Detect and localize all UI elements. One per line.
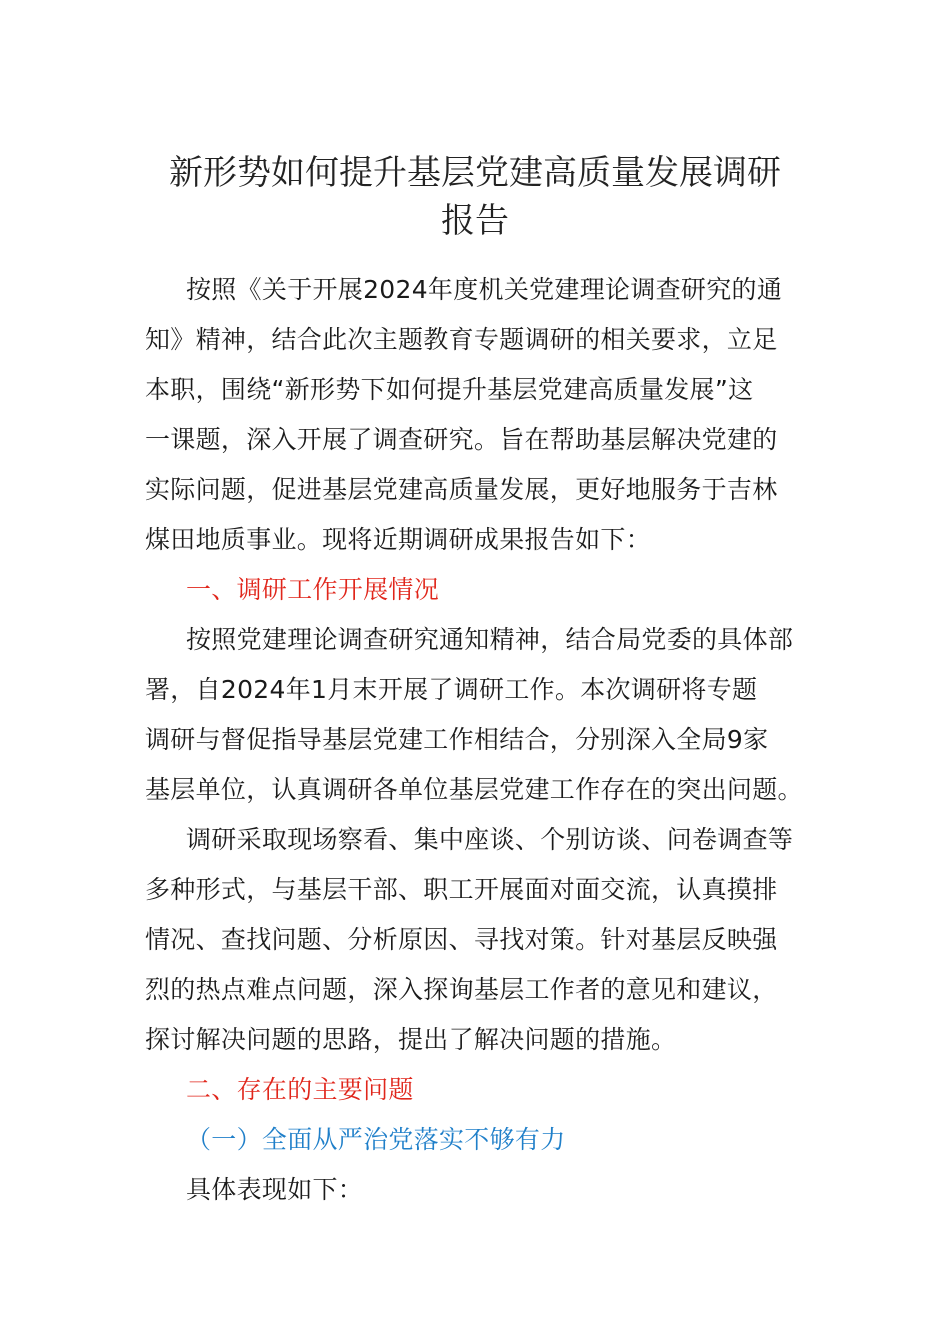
- section-1-p1-line: 调研与督促指导基层党建工作相结合，分别深入全局9家: [145, 725, 769, 754]
- section-1-heading: 一、调研工作开展情况: [186, 575, 440, 604]
- section-1-p1-line: 署，自2024年1月末开展了调研工作。本次调研将专题: [145, 675, 758, 704]
- intro-line: 本职，围绕“新形势下如何提升基层党建高质量发展”这: [145, 375, 754, 404]
- subsection-1-text: 具体表现如下：: [186, 1175, 364, 1204]
- section-1-p2-line: 烈的热点难点问题，深入探询基层工作者的意见和建议，: [145, 975, 778, 1004]
- intro-line: 一课题，深入开展了调查研究。旨在帮助基层解决党建的: [145, 425, 778, 454]
- section-1-p1-line: 按照党建理论调查研究通知精神，结合局党委的具体部: [186, 625, 794, 654]
- document-title-line-2: 报告: [441, 201, 509, 241]
- subsection-1-heading: （一）全面从严治党落实不够有力: [186, 1125, 566, 1154]
- section-1-p2-line: 多种形式，与基层干部、职工开展面对面交流，认真摸排: [145, 875, 778, 904]
- intro-line: 煤田地质事业。现将近期调研成果报告如下：: [145, 525, 652, 554]
- section-1-p1-line: 基层单位，认真调研各单位基层党建工作存在的突出问题。: [145, 775, 803, 804]
- intro-line: 实际问题，促进基层党建高质量发展，更好地服务于吉林: [145, 475, 778, 504]
- section-2-heading: 二、存在的主要问题: [186, 1075, 414, 1104]
- document-title-line-1: 新形势如何提升基层党建高质量发展调研: [169, 153, 781, 193]
- intro-line: 按照《关于开展2024年度机关党建理论调查研究的通: [186, 275, 783, 304]
- section-1-p2-line: 探讨解决问题的思路，提出了解决问题的措施。: [145, 1025, 677, 1054]
- section-1-p2-line: 情况、查找问题、分析原因、寻找对策。针对基层反映强: [145, 925, 778, 954]
- section-1-p2-line: 调研采取现场察看、集中座谈、个别访谈、问卷调查等: [186, 825, 794, 854]
- intro-line: 知》精神，结合此次主题教育专题调研的相关要求，立足: [145, 325, 778, 354]
